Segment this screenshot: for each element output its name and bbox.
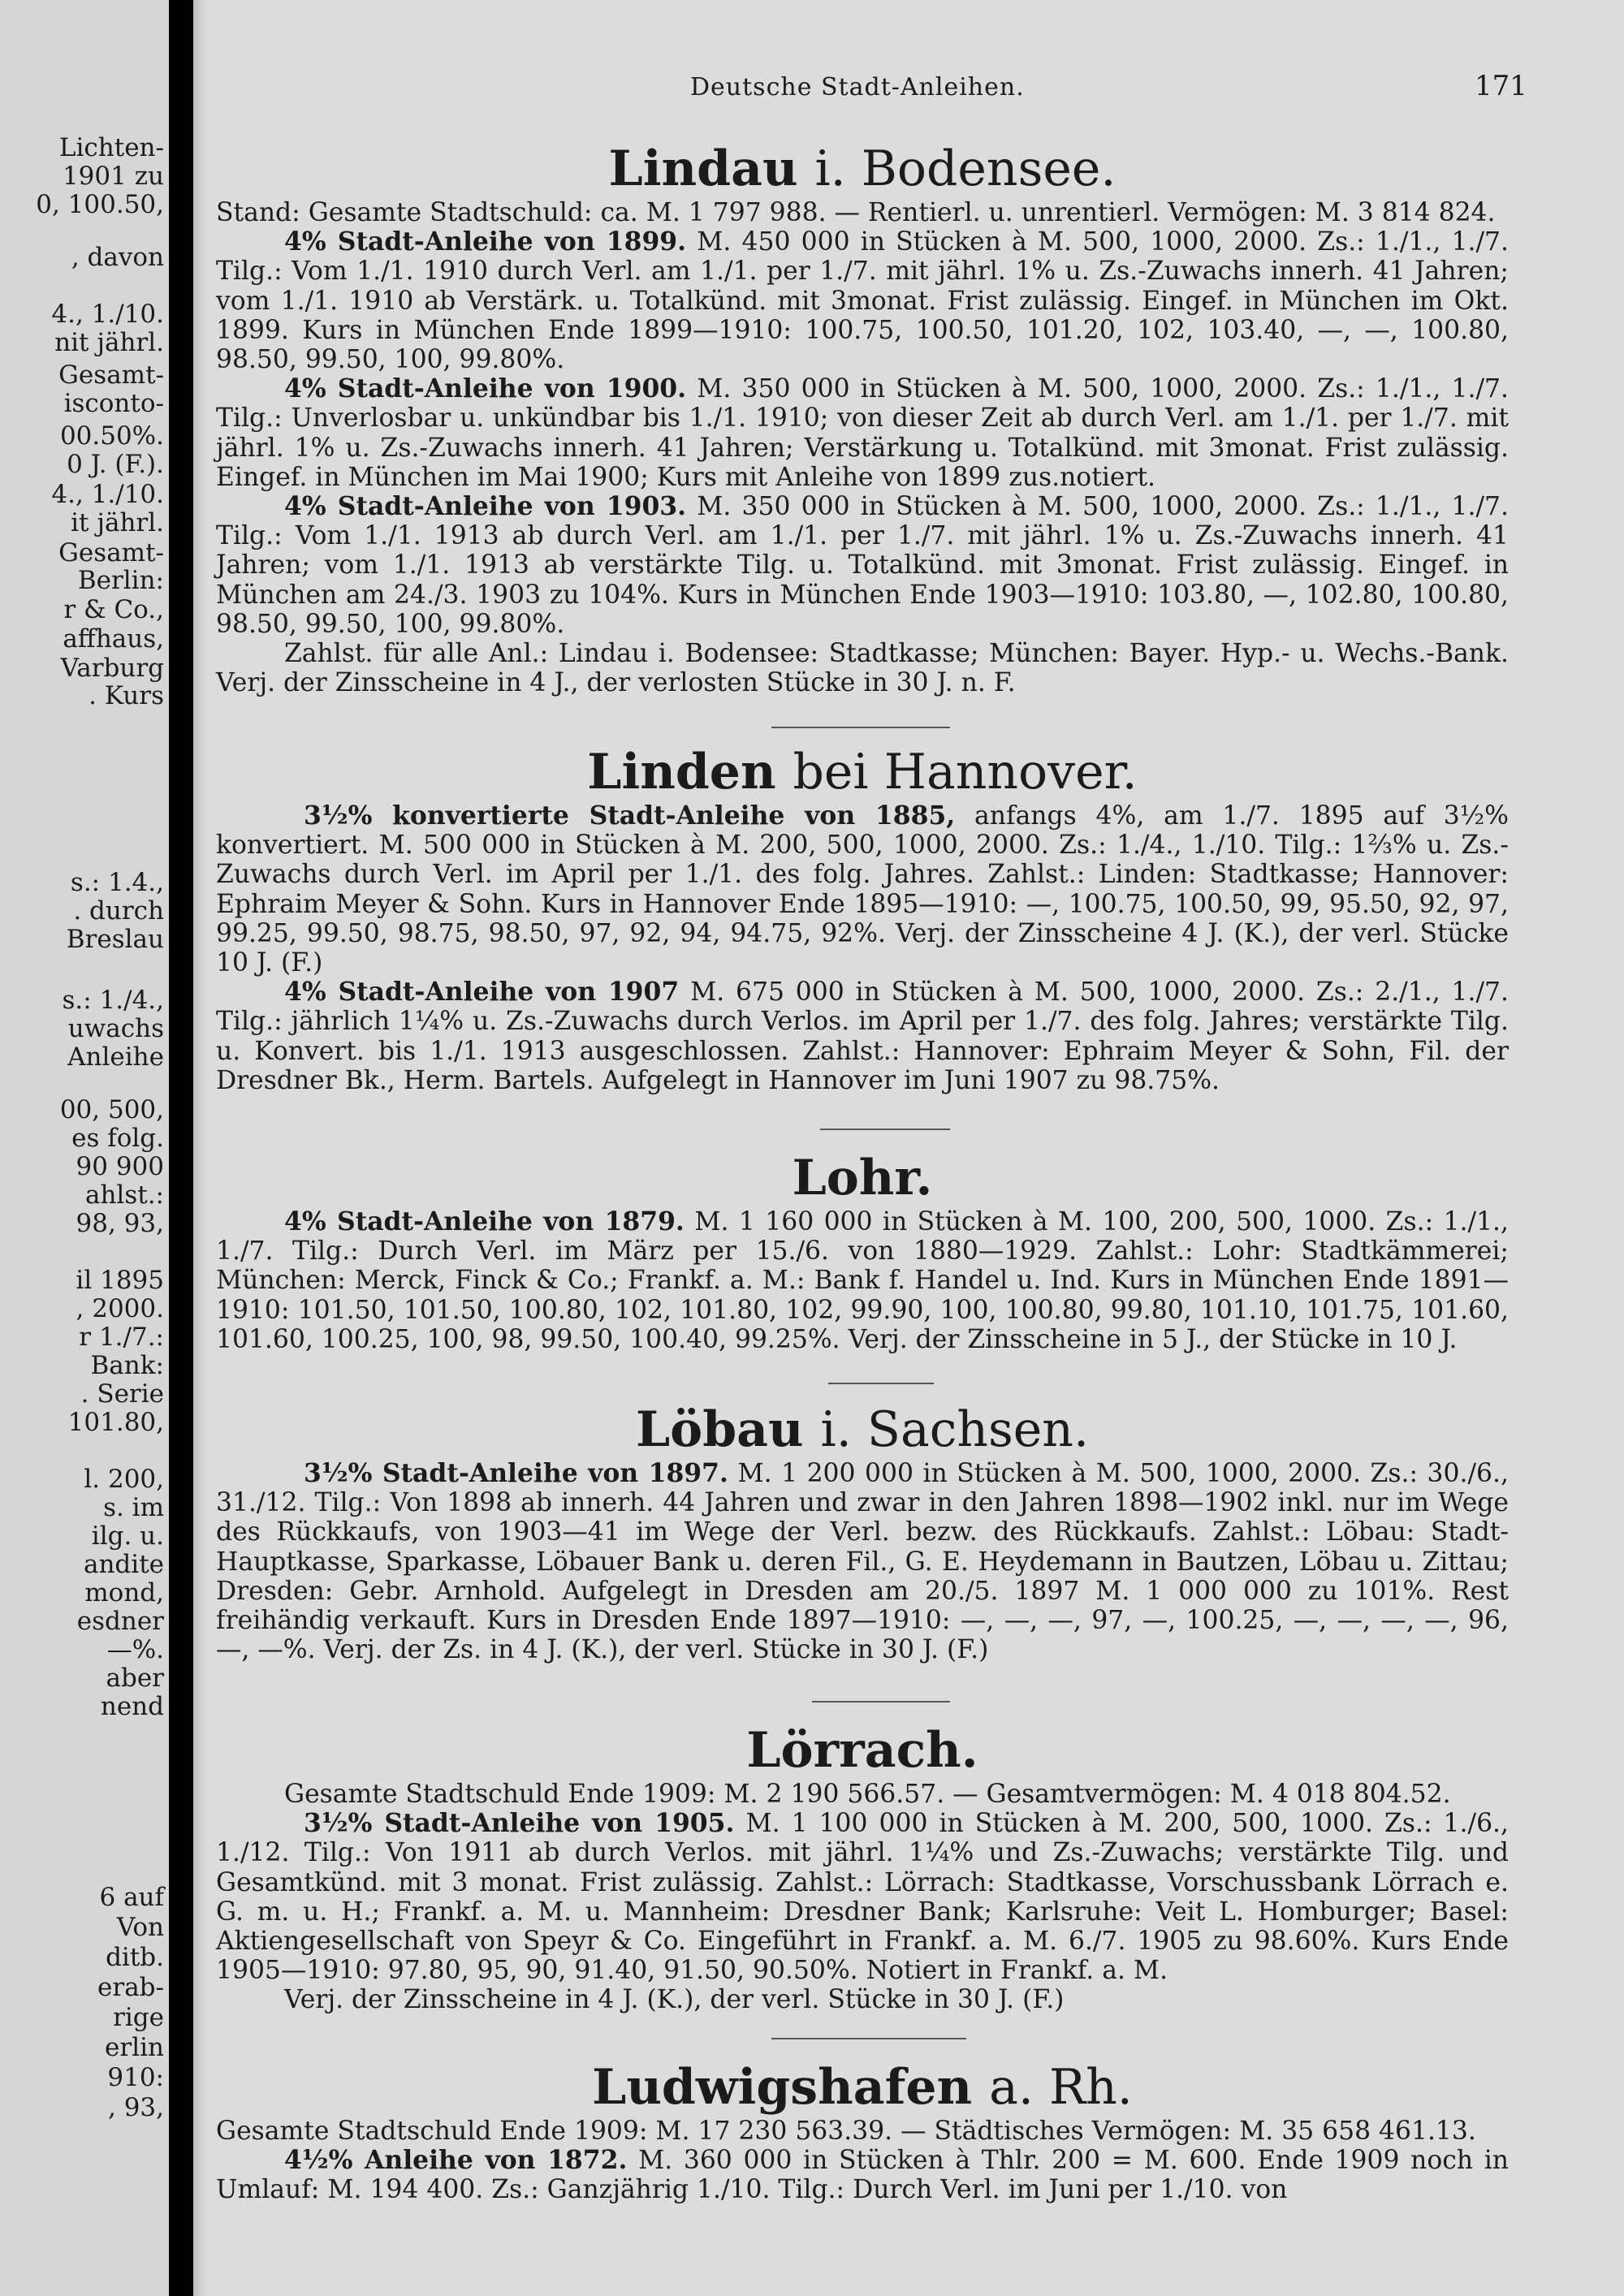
city-name: Lindau — [608, 140, 798, 197]
facing-page-fragment: s.: 1./4., — [62, 986, 164, 1015]
paragraph-text: M. 1 160 000 in Stücken à M. 100, 200, 500, 1000. Zs.: 1./1., 1./7. Tilg.: Durch Verl. im März per 15./6. von 1880—1929. Zahlst.: Lohr: Stadtkämmerei; München: Merck, Finck & Co.; Frankf. a. M.: Bank f. Handel u. Ind. Kurs in München Ende 1891—1910: 101.50, 101.50, 100.80, 102, 101.80, 102, 99.90, 100, 100.80, 99.80, 101.10, 101.75, 101.60, 101.60, 100.25, 100, 98, 99.50, 100.40, 99.25%. Verj. der Zinsscheine in 5 J., der Stücke in 10 J. — [216, 1207, 1510, 1354]
entry-paragraph — [216, 492, 1509, 639]
facing-page-fragment: ilg. u. — [91, 1521, 164, 1551]
paragraph-text: anfangs 4%, am 1./7. 1895 auf 3½% konvertiert. M. 500 000 in Stücken à M. 200, 500, 1000, 2000. Zs.: 1./4., 1./10. Tilg.: 1⅔% u. Zs.-Zuwachs durch Verl. im April per 1./1. des folg. Jahres. Zahlst.: Linden: Stadtkasse; Hannover: Ephraim Meyer & Sohn. Kurs in Hannover Ende 1895—1910: —, 100.75, 100.50, 99, 95.50, 92, 97, 99.25, 99.50, 98.75, 98.50, 97, 92, 94, 94.75, 92%. Verj. der Zinsscheine 4 J. (K.), der verl. Stücke 10 J. (F.) — [216, 801, 1509, 978]
facing-page-fragment: 1901 zu — [62, 162, 164, 191]
facing-page-fragment: Von — [116, 1913, 164, 1942]
facing-page-fragment: Varburg — [60, 654, 164, 683]
city-heading — [216, 1400, 1509, 1459]
facing-page-fragment: es folg. — [71, 1124, 164, 1153]
city-entry — [216, 1721, 1509, 2015]
facing-page-fragment: Berlin: — [77, 566, 164, 595]
city-subheading: i. Sachsen. — [820, 1401, 1090, 1458]
section-rule — [820, 1129, 950, 1130]
bond-title: 4% Stadt-Anleihe von 1903. — [284, 492, 687, 522]
facing-page-fragment: erlin — [105, 2033, 164, 2062]
facing-page-fragment: it jährl. — [71, 508, 164, 537]
facing-page-fragment: Breslau — [66, 925, 164, 954]
bond-title: 4% Stadt-Anleihe von 1900. — [284, 374, 687, 404]
paragraph-text: M. 675 000 in Stücken à M. 500, 1000, 2000. Zs.: 2./1., 1./7. Tilg.: jährlich 1¼% u. Zs.-Zuwachs durch Verlos. im April per 1./7. des folg. Jahres; verstärkte Tilg. u. Konvert. bis 1./1. 1913 ausgeschlossen. Zahlst.: Hannover: Ephraim Meyer & Sohn, Fil. der Dresdner Bk., Herm. Bartels. Aufgelegt in Hannover im Juni 1907 zu 98.75%. — [216, 978, 1509, 1095]
bond-title: 4% Stadt-Anleihe von 1907 — [284, 978, 680, 1008]
facing-page-fragment: , 93, — [107, 2093, 164, 2122]
facing-page-fragment: 00, 500, — [59, 1095, 164, 1124]
paragraph-text: Gesamte Stadtschuld Ende 1909: M. 2 190 566.57. — Gesamtvermögen: M. 4 018 804.52. — [284, 1780, 1451, 1809]
facing-page-fragment: l. 200, — [84, 1465, 164, 1494]
entry-paragraph — [216, 2117, 1509, 2146]
city-subheading: i. Bodensee. — [814, 140, 1116, 197]
city-name: Lörrach. — [746, 1722, 978, 1779]
facing-page-fragment: ditb. — [106, 1943, 164, 1972]
city-subheading: a. Rh. — [989, 2059, 1133, 2116]
paragraph-text: Gesamte Stadtschuld Ende 1909: M. 17 230 563.39. — Städtisches Vermögen: M. 35 658 461.13. — [216, 2117, 1476, 2146]
entry-paragraph — [216, 1985, 1509, 2014]
entry-paragraph — [216, 1207, 1509, 1354]
entry-paragraph — [216, 639, 1509, 697]
facing-page-fragment: . Kurs — [89, 681, 164, 710]
facing-page-fragment: 910: — [107, 2063, 164, 2092]
facing-page-fragment: 0, 100.50, — [36, 190, 164, 219]
section-rule — [771, 2038, 966, 2039]
paragraph-text: Verj. der Zinsscheine in 4 J. (K.), der verl. Stücke in 30 J. (F.) — [284, 1985, 1065, 2015]
book-page — [203, 0, 1624, 2296]
paragraph-text: M. 1 100 000 in Stücken à M. 200, 500, 1000. Zs.: 1./6., 1./12. Tilg.: Von 1911 ab durch Verlos. mit jährl. 1¼% und Zs.-Zuwachs; verstärkte Tilg. und Gesamtkünd. mit 3 monat. Frist zulässig. Zahlst.: Lörrach: Stadtkasse, Vorschussbank Lörrach e. G. m. u. H.; Frankf. a. M. u. Mannheim: Dresdner Bank; Karlsruhe: Veit L. Homburger; Basel: Aktiengesellschaft von Speyr & Co. Eingeführt in Frankf. a. M. 6./7. 1905 zu 98.60%. Kurs Ende 1905—1910: 97.80, 95, 90, 91.40, 91.50, 90.50%. Notiert in Frankf. a. M. — [216, 1809, 1510, 1986]
bond-title: 4% Stadt-Anleihe von 1899. — [284, 227, 687, 257]
entry-paragraph — [216, 2146, 1509, 2204]
facing-page-fragment: s. im — [103, 1493, 164, 1522]
facing-page-fragment: erab- — [97, 1973, 164, 2002]
city-heading — [216, 2058, 1509, 2117]
entry-paragraph — [216, 801, 1509, 978]
facing-page-fragment: s.: 1.4., — [70, 868, 164, 897]
running-head: Deutsche Stadt-Anleihen. — [690, 73, 1025, 101]
city-name: Lohr. — [792, 1150, 933, 1206]
facing-page-fragment: 90 900 — [76, 1152, 164, 1181]
paragraph-text: M. 350 000 in Stücken à M. 500, 1000, 2000. Zs.: 1./1., 1./7. Tilg.: Unverlosbar u. unkündbar bis 1./1. 1910; von dieser Zeit ab durch Verl. am 1./1. per 1./7. mit jährl. 1% u. Zs.-Zuwachs innerh. 41 Jahren; Verstärkung u. Totalkünd. mit 3monat. Frist zulässig. Eingef. in München im Mai 1900; Kurs mit Anleihe von 1899 zus.notiert. — [216, 374, 1510, 492]
bond-title: 3½% konvertierte Stadt-Anleihe von 1885, — [304, 801, 956, 831]
facing-page-fragment: 6 auf — [99, 1883, 164, 1912]
facing-page-fragment: Bank: — [90, 1351, 164, 1380]
facing-page-fragment: 00.50%. — [59, 421, 164, 451]
paragraph-text: M. 360 000 in Stücken à Thlr. 200 = M. 600. Ende 1909 noch in Umlauf: M. 194 400. Zs.: Ganzjährig 1./10. Tilg.: Durch Verl. im Juni per 1./10. von — [216, 2146, 1509, 2205]
city-subheading: bei Hannover. — [793, 744, 1138, 801]
city-entry — [216, 140, 1509, 697]
bond-title: 3½% Stadt-Anleihe von 1905. — [304, 1809, 735, 1839]
city-name: Löbau — [635, 1401, 804, 1458]
facing-page-fragment: 98, 93, — [76, 1209, 164, 1238]
entry-paragraph — [216, 978, 1509, 1095]
city-name: Ludwigshafen — [592, 2059, 973, 2116]
facing-page-fragment: Anleihe — [67, 1042, 164, 1072]
entry-paragraph — [216, 198, 1509, 227]
entry-paragraph — [216, 374, 1509, 492]
facing-page-fragment: . durch — [73, 896, 164, 926]
section-rule — [828, 1383, 934, 1384]
facing-page-fragment: uwachs — [67, 1014, 164, 1043]
section-rule — [812, 1701, 950, 1703]
facing-page-fragment: r & Co., — [63, 595, 164, 624]
page-number: 171 — [1475, 70, 1527, 102]
paragraph-text: Zahlst. für alle Anl.: Lindau i. Bodensee: Stadtkasse; München: Bayer. Hyp.- u. Wechs.-Bank. Verj. der Zinsscheine in 4 J., der verlosten Stücke in 30 J. n. F. — [216, 639, 1509, 698]
city-entry — [216, 2058, 1509, 2205]
facing-page-fragment: Gesamt- — [58, 538, 164, 568]
paragraph-text: M. 450 000 in Stücken à M. 500, 1000, 2000. Zs.: 1./1., 1./7. Tilg.: Vom 1./1. 1910 durch Verl. am 1./1. per 1./7. mit jährl. 1% u. Zs.-Zuwachs innerh. 41 Jahren; vom 1./1. 1910 ab Verstärk. u. Totalkünd. mit 3monat. Frist zulässig. Eingef. in München im Okt. 1899. Kurs in München Ende 1899—1910: 100.75, 100.50, 101.20, 102, 103.40, —, —, 100.80, 98.50, 99.50, 100, 99.80%. — [216, 227, 1510, 375]
facing-page-fragment: affhaus, — [63, 624, 164, 654]
facing-page-fragment: isconto- — [63, 389, 164, 418]
bond-title: 3½% Stadt-Anleihe von 1897. — [304, 1459, 728, 1488]
city-heading — [216, 1721, 1509, 1780]
facing-page-fragment: ahlst.: — [84, 1180, 164, 1210]
bond-title: 4½% Anleihe von 1872. — [284, 2146, 628, 2176]
facing-page-fragment: 4., 1./10. — [51, 480, 164, 509]
paragraph-text: M. 350 000 in Stücken à M. 500, 1000, 2000. Zs.: 1./1., 1./7. Tilg.: Vom 1./1. 1913 ab durch Verl. am 1./1. per 1./7. mit jährl. 1% u. Zs.-Zuwachs innerh. 41 Jahren; vom 1./1. 1913 ab verstärkte Tilg. u. Totalkünd. mit 3monat. Frist zulässig. Eingef. in München am 24./3. 1903 zu 104%. Kurs in München Ende 1903—1910: 103.80, —, 102.80, 100.80, 98.50, 99.50, 100, 99.80%. — [216, 492, 1510, 639]
facing-page-fragment: 101.80, — [67, 1408, 164, 1437]
facing-page-fragment: rige — [113, 2003, 164, 2032]
facing-page-fragment: nend — [100, 1692, 164, 1721]
facing-page-fragment: r 1./7.: — [79, 1323, 164, 1352]
facing-page-fragment: 4., 1./10. — [51, 300, 164, 329]
bond-title: 4% Stadt-Anleihe von 1879. — [284, 1207, 685, 1236]
facing-page-fragment: aber — [106, 1664, 164, 1693]
paragraph-text: M. 1 200 000 in Stücken à M. 500, 1000, 2000. Zs.: 30./6., 31./12. Tilg.: Von 1898 ab innerh. 44 Jahren und zwar in den Jahren 1898—1902 inkl. nur im Wege des Rückkaufs, von 1903—41 im Wege der Verl. bezw. des Rückkaufs. Zahlst.: Löbau: Stadt-Hauptkasse, Sparkasse, Löbauer Bank u. deren Fil., G. E. Heydemann in Bautzen, Löbau u. Zittau; Dresden: Gebr. Arnhold. Aufgelegt in Dresden am 20./5. 1897 M. 1 000 000 zu 101%. Rest freihändig verkauft. Kurs in Dresden Ende 1897—1910: —, —, —, 97, —, 100.25, —, —, —, —, 96, —, —%. Verj. der Zs. in 4 J. (K.), der verl. Stücke in 30 J. (F.) — [216, 1459, 1509, 1665]
facing-page-fragment: , davon — [71, 243, 164, 272]
entry-paragraph — [216, 1780, 1509, 1809]
city-heading — [216, 1149, 1509, 1207]
facing-page-fragment: 0 J. (F.). — [67, 450, 164, 479]
city-entry — [216, 1400, 1509, 1664]
facing-page-fragment: Lichten- — [58, 133, 164, 162]
city-entry — [216, 743, 1509, 1095]
city-heading — [216, 140, 1509, 198]
facing-page-fragment: . Serie — [80, 1379, 164, 1409]
paragraph-text: Stand: Gesamte Stadtschuld: ca. M. 1 797 988. — Rentierl. u. unrentierl. Vermögen: M. 3 814 824. — [216, 198, 1496, 227]
facing-page-fragment: nit jährl. — [54, 328, 164, 357]
section-rule — [771, 727, 950, 728]
city-name: Linden — [587, 744, 776, 801]
entry-paragraph — [216, 1809, 1509, 1985]
facing-page-edge — [0, 0, 169, 2296]
facing-page-fragment: —%. — [106, 1635, 164, 1664]
city-entry — [216, 1149, 1509, 1354]
facing-page-fragment: Gesamt- — [58, 360, 164, 390]
facing-page-fragment: il 1895 — [76, 1266, 164, 1295]
facing-page-fragment: esdner — [76, 1607, 164, 1636]
facing-page-fragment: , 2000. — [76, 1294, 164, 1323]
entry-paragraph — [216, 227, 1509, 374]
entry-paragraph — [216, 1459, 1509, 1664]
facing-page-fragment: andite — [83, 1550, 164, 1579]
facing-page-fragment: mond, — [84, 1578, 164, 1608]
book-gutter — [169, 0, 193, 2296]
city-heading — [216, 743, 1509, 801]
